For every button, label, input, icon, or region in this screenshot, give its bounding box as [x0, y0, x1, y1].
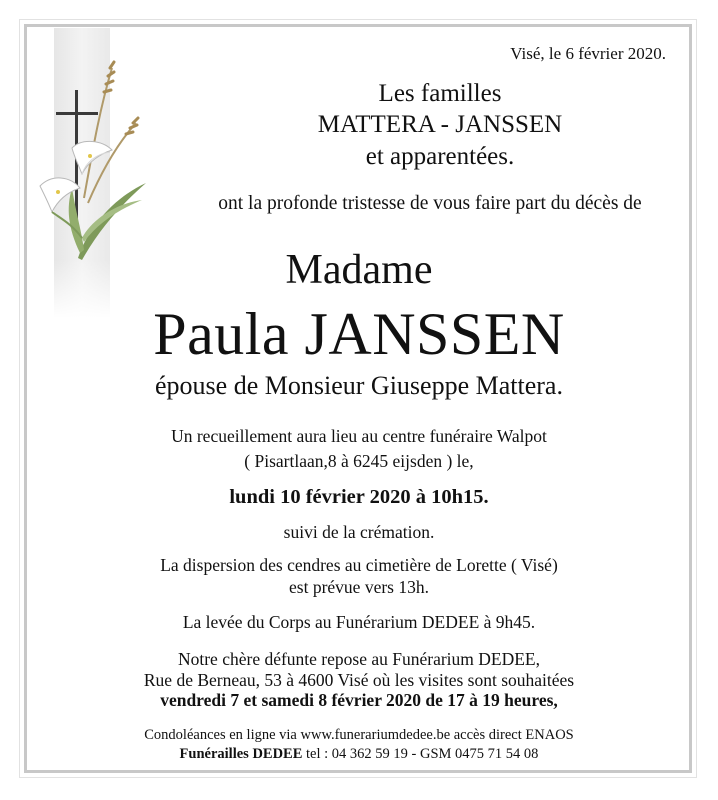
deceased-name: Paula JANSSEN [153, 301, 565, 367]
spouse-line: épouse de Monsieur Giuseppe Mattera. [155, 371, 563, 400]
ceremony-line-1: Un recueillement aura lieu au centre funéraire Walpot [171, 426, 547, 446]
dispersion-line-2: est prévue vers 13h. [289, 577, 429, 597]
condolences-line: Condoléances en ligne via www.funerariumdedee.be accès direct ENAOS [144, 727, 574, 743]
families-line-1: Les familles [378, 80, 502, 107]
levee-line: La levée du Corps au Funérarium DEDEE à 9h45. [182, 612, 536, 632]
visits-line-3: vendredi 7 et samedi 8 février 2020 de 17 à 19 heures, [160, 690, 558, 710]
phone-numbers: tel : 04 362 59 19 - GSM 0475 71 54 08 [302, 746, 539, 762]
deceased-title: Madame [285, 247, 433, 293]
announcement-intro: ont la profonde tristesse de vous faire part du décès de [218, 193, 642, 214]
ceremony-line-2: ( Pisartlaan,8 à 6245 eijsden ) le, [244, 451, 474, 471]
families-line-3: et apparentées. [365, 143, 515, 170]
ceremony-datetime: lundi 10 février 2020 à 10h15. [229, 486, 489, 508]
visits-line-2: Rue de Berneau, 53 à 4600 Visé où les visites sont souhaitées [143, 670, 575, 690]
visits-line-1: Notre chère défunte repose au Funérarium DEDEE, [177, 649, 540, 669]
families-line-2: MATTERA - JANSSEN [317, 111, 563, 138]
contact-line [0, 746, 718, 763]
company-name: Funérailles DEDEE [179, 746, 303, 762]
dispersion-line-1: La dispersion des cendres au cimetière de Lorette ( Visé) [160, 555, 558, 575]
date-line: Visé, le 6 février 2020. [510, 44, 666, 63]
cremation-line: suivi de la crémation. [283, 522, 435, 542]
